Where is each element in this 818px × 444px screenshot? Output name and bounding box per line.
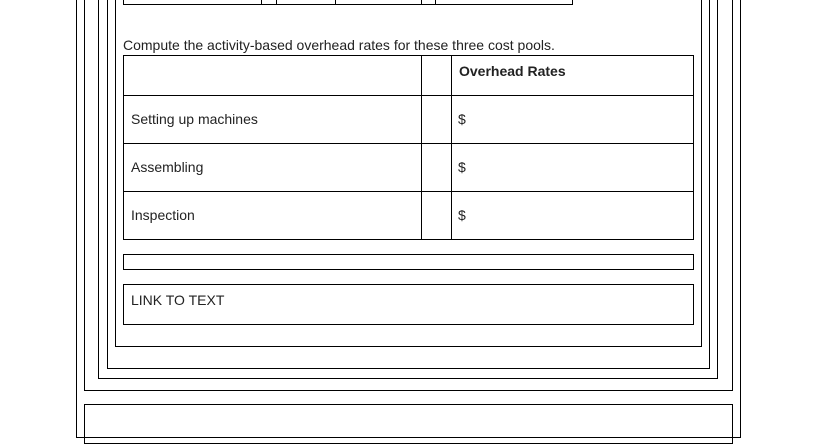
prev-table-divider	[435, 0, 436, 5]
prev-table-divider	[335, 0, 336, 5]
row-label-assembling: Assembling	[131, 159, 204, 175]
row-spacer-cell	[421, 143, 452, 192]
prev-table-divider	[261, 0, 262, 5]
header-label-cell	[123, 55, 422, 96]
rate-input-setting-up-machines[interactable]	[470, 106, 685, 132]
link-to-text-link[interactable]: LINK TO TEXT	[131, 292, 225, 308]
empty-spacer-box	[123, 254, 694, 270]
row-spacer-cell	[421, 191, 452, 240]
header-spacer-cell	[421, 55, 452, 96]
currency-symbol: $	[458, 159, 466, 175]
rate-input-inspection[interactable]	[470, 202, 685, 228]
prev-table-divider	[276, 0, 277, 5]
currency-symbol: $	[458, 207, 466, 223]
row-label-setting-up-machines: Setting up machines	[131, 111, 258, 127]
row-spacer-cell	[421, 95, 452, 144]
prev-table-divider	[421, 0, 422, 5]
prev-table-fragment	[123, 0, 573, 5]
rate-input-assembling[interactable]	[470, 154, 685, 180]
currency-symbol: $	[458, 111, 466, 127]
lower-panel	[84, 404, 733, 444]
row-label-inspection: Inspection	[131, 207, 195, 223]
column-header-overhead-rates: Overhead Rates	[459, 63, 566, 79]
instruction-text: Compute the activity-based overhead rates for these three cost pools.	[123, 37, 555, 53]
